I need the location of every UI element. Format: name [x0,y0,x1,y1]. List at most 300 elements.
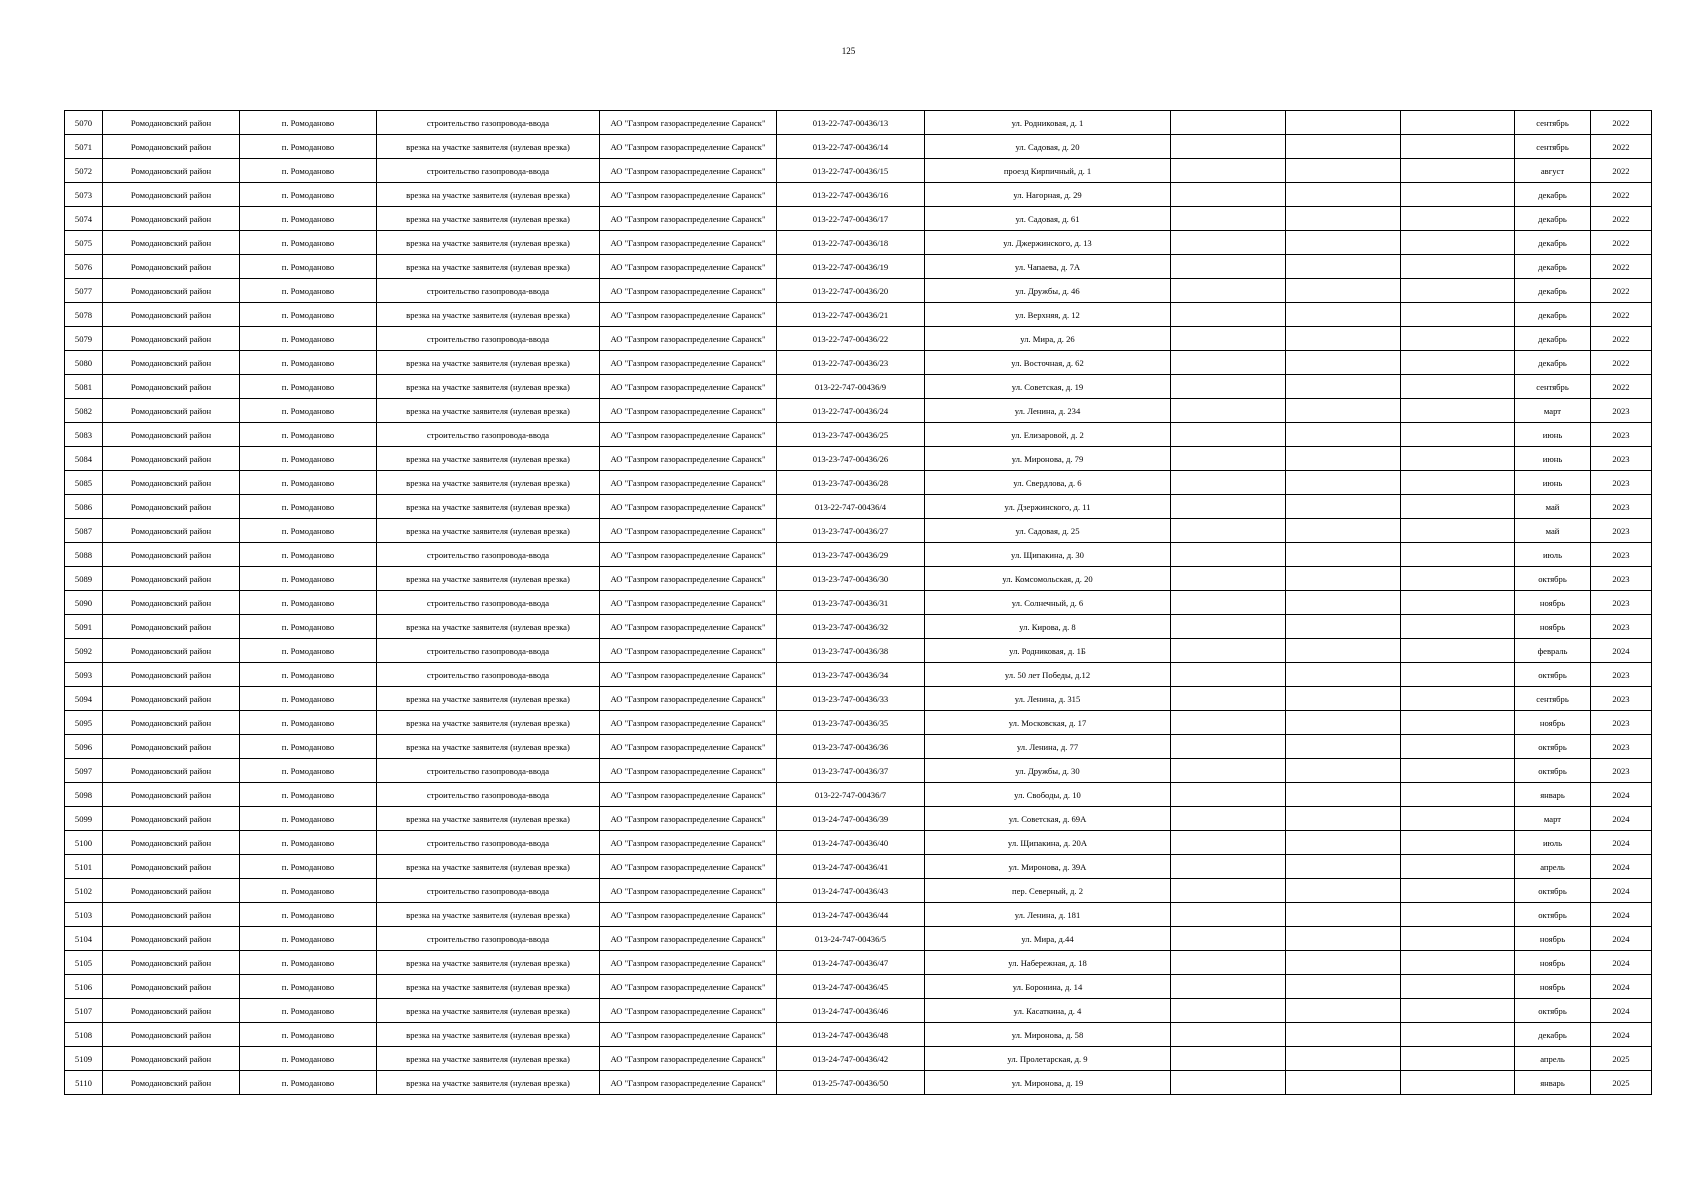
empty-cell-3 [1401,1047,1515,1071]
organization-cell: АО "Газпром газораспределение Саранск" [600,231,777,255]
year-cell: 2023 [1591,519,1652,543]
empty-cell-3 [1401,663,1515,687]
contract-number-cell: 013-24-747-00436/41 [777,855,925,879]
row-number-cell: 5072 [65,159,103,183]
contract-number-cell: 013-24-747-00436/40 [777,831,925,855]
district-cell: Ромодановский район [103,615,240,639]
contract-number-cell: 013-24-747-00436/39 [777,807,925,831]
empty-cell-3 [1401,111,1515,135]
empty-cell-2 [1286,951,1401,975]
empty-cell-2 [1286,303,1401,327]
year-cell: 2023 [1591,495,1652,519]
address-cell: ул. Садовая, д. 25 [925,519,1171,543]
year-cell: 2023 [1591,759,1652,783]
organization-cell: АО "Газпром газораспределение Саранск" [600,471,777,495]
empty-cell-2 [1286,447,1401,471]
table-row [65,279,1652,303]
year-cell: 2023 [1591,567,1652,591]
row-number-cell: 5091 [65,615,103,639]
organization-cell: АО "Газпром газораспределение Саранск" [600,927,777,951]
district-cell: Ромодановский район [103,951,240,975]
empty-cell-3 [1401,999,1515,1023]
contract-number-cell: 013-24-747-00436/5 [777,927,925,951]
row-number-cell: 5080 [65,351,103,375]
empty-cell-3 [1401,783,1515,807]
work-type-cell: врезка на участке заявителя (нулевая врезка) [377,231,600,255]
address-cell: ул. Щипакина, д. 20А [925,831,1171,855]
page-number: 125 [841,46,856,56]
empty-cell-1 [1171,111,1286,135]
empty-cell-1 [1171,663,1286,687]
row-number-cell: 5090 [65,591,103,615]
district-cell: Ромодановский район [103,999,240,1023]
district-cell: Ромодановский район [103,927,240,951]
year-cell: 2024 [1591,951,1652,975]
district-cell: Ромодановский район [103,423,240,447]
address-cell: ул. Ленина, д. 315 [925,687,1171,711]
empty-cell-1 [1171,543,1286,567]
month-cell: октябрь [1515,759,1591,783]
row-number-cell: 5099 [65,807,103,831]
empty-cell-1 [1171,1023,1286,1047]
address-cell: ул. Джержинского, д. 13 [925,231,1171,255]
organization-cell: АО "Газпром газораспределение Саранск" [600,375,777,399]
address-cell: ул. Нагорная, д. 29 [925,183,1171,207]
month-cell: май [1515,519,1591,543]
empty-cell-3 [1401,447,1515,471]
table-row [65,807,1652,831]
table-row [65,447,1652,471]
table-row [65,735,1652,759]
district-cell: Ромодановский район [103,735,240,759]
table-row [65,591,1652,615]
month-cell: март [1515,807,1591,831]
year-cell: 2022 [1591,375,1652,399]
contract-number-cell: 013-24-747-00436/44 [777,903,925,927]
contract-number-cell: 013-24-747-00436/48 [777,1023,925,1047]
row-number-cell: 5076 [65,255,103,279]
address-cell: ул. 50 лет Победы, д.12 [925,663,1171,687]
district-cell: Ромодановский район [103,159,240,183]
settlement-cell: п. Ромоданово [240,231,377,255]
month-cell: сентябрь [1515,687,1591,711]
row-number-cell: 5105 [65,951,103,975]
contract-number-cell: 013-23-747-00436/34 [777,663,925,687]
organization-cell: АО "Газпром газораспределение Саранск" [600,447,777,471]
empty-cell-2 [1286,735,1401,759]
row-number-cell: 5073 [65,183,103,207]
address-cell: ул. Родниковая, д. 1Б [925,639,1171,663]
work-type-cell: строительство газопровода-ввода [377,639,600,663]
work-type-cell: врезка на участке заявителя (нулевая врезка) [377,999,600,1023]
year-cell: 2022 [1591,135,1652,159]
settlement-cell: п. Ромоданово [240,1023,377,1047]
empty-cell-1 [1171,567,1286,591]
empty-cell-1 [1171,711,1286,735]
table-row [65,351,1652,375]
empty-cell-2 [1286,1047,1401,1071]
year-cell: 2023 [1591,447,1652,471]
work-type-cell: врезка на участке заявителя (нулевая врезка) [377,183,600,207]
empty-cell-3 [1401,159,1515,183]
month-cell: сентябрь [1515,111,1591,135]
empty-cell-2 [1286,687,1401,711]
empty-cell-1 [1171,255,1286,279]
table-row [65,159,1652,183]
year-cell: 2022 [1591,303,1652,327]
organization-cell: АО "Газпром газораспределение Саранск" [600,135,777,159]
organization-cell: АО "Газпром газораспределение Саранск" [600,663,777,687]
empty-cell-3 [1401,399,1515,423]
empty-cell-1 [1171,327,1286,351]
row-number-cell: 5078 [65,303,103,327]
year-cell: 2022 [1591,279,1652,303]
settlement-cell: п. Ромоданово [240,567,377,591]
row-number-cell: 5093 [65,663,103,687]
settlement-cell: п. Ромоданово [240,447,377,471]
month-cell: декабрь [1515,255,1591,279]
table-row [65,951,1652,975]
settlement-cell: п. Ромоданово [240,591,377,615]
month-cell: декабрь [1515,183,1591,207]
empty-cell-1 [1171,399,1286,423]
district-cell: Ромодановский район [103,831,240,855]
settlement-cell: п. Ромоданово [240,759,377,783]
table-row [65,687,1652,711]
month-cell: октябрь [1515,879,1591,903]
year-cell: 2023 [1591,591,1652,615]
district-cell: Ромодановский район [103,663,240,687]
table-row [65,711,1652,735]
work-type-cell: строительство газопровода-ввода [377,591,600,615]
address-cell: ул. Верхняя, д. 12 [925,303,1171,327]
empty-cell-3 [1401,567,1515,591]
empty-cell-1 [1171,951,1286,975]
address-cell: ул. Советская, д. 19 [925,375,1171,399]
empty-cell-1 [1171,783,1286,807]
settlement-cell: п. Ромоданово [240,807,377,831]
empty-cell-2 [1286,327,1401,351]
empty-cell-1 [1171,471,1286,495]
address-cell: ул. Боронина, д. 14 [925,975,1171,999]
settlement-cell: п. Ромоданово [240,927,377,951]
work-type-cell: врезка на участке заявителя (нулевая врезка) [377,711,600,735]
work-type-cell: врезка на участке заявителя (нулевая врезка) [377,807,600,831]
empty-cell-3 [1401,207,1515,231]
table-row [65,255,1652,279]
month-cell: декабрь [1515,327,1591,351]
table-row [65,759,1652,783]
work-type-cell: врезка на участке заявителя (нулевая врезка) [377,735,600,759]
empty-cell-2 [1286,255,1401,279]
organization-cell: АО "Газпром газораспределение Саранск" [600,759,777,783]
contract-number-cell: 013-23-747-00436/29 [777,543,925,567]
year-cell: 2024 [1591,639,1652,663]
table-row [65,327,1652,351]
contract-number-cell: 013-24-747-00436/47 [777,951,925,975]
district-cell: Ромодановский район [103,855,240,879]
contract-number-cell: 013-22-747-00436/20 [777,279,925,303]
empty-cell-1 [1171,159,1286,183]
district-cell: Ромодановский район [103,303,240,327]
table-row [65,543,1652,567]
year-cell: 2023 [1591,399,1652,423]
month-cell: ноябрь [1515,927,1591,951]
year-cell: 2022 [1591,231,1652,255]
district-cell: Ромодановский район [103,687,240,711]
table-row [65,375,1652,399]
row-number-cell: 5084 [65,447,103,471]
year-cell: 2022 [1591,159,1652,183]
address-cell: ул. Свободы, д. 10 [925,783,1171,807]
work-type-cell: строительство газопровода-ввода [377,159,600,183]
empty-cell-2 [1286,351,1401,375]
row-number-cell: 5075 [65,231,103,255]
district-cell: Ромодановский район [103,759,240,783]
organization-cell: АО "Газпром газораспределение Саранск" [600,399,777,423]
settlement-cell: п. Ромоданово [240,183,377,207]
work-type-cell: строительство газопровода-ввода [377,663,600,687]
organization-cell: АО "Газпром газораспределение Саранск" [600,735,777,759]
settlement-cell: п. Ромоданово [240,951,377,975]
empty-cell-3 [1401,135,1515,159]
district-cell: Ромодановский район [103,183,240,207]
empty-cell-2 [1286,1023,1401,1047]
row-number-cell: 5087 [65,519,103,543]
contract-number-cell: 013-24-747-00436/46 [777,999,925,1023]
table-row [65,975,1652,999]
empty-cell-1 [1171,183,1286,207]
table-row [65,111,1652,135]
empty-cell-2 [1286,399,1401,423]
empty-cell-3 [1401,375,1515,399]
month-cell: октябрь [1515,567,1591,591]
district-cell: Ромодановский район [103,639,240,663]
organization-cell: АО "Газпром газораспределение Саранск" [600,303,777,327]
address-cell: проезд Кирпичный, д. 1 [925,159,1171,183]
district-cell: Ромодановский район [103,375,240,399]
settlement-cell: п. Ромоданово [240,279,377,303]
empty-cell-1 [1171,855,1286,879]
settlement-cell: п. Ромоданово [240,471,377,495]
row-number-cell: 5094 [65,687,103,711]
organization-cell: АО "Газпром газораспределение Саранск" [600,1071,777,1095]
empty-cell-1 [1171,1071,1286,1095]
year-cell: 2023 [1591,687,1652,711]
year-cell: 2024 [1591,831,1652,855]
address-cell: ул. Мира, д.44 [925,927,1171,951]
empty-cell-2 [1286,927,1401,951]
address-cell: ул. Набережная, д. 18 [925,951,1171,975]
settlement-cell: п. Ромоданово [240,975,377,999]
contract-number-cell: 013-23-747-00436/33 [777,687,925,711]
row-number-cell: 5109 [65,1047,103,1071]
organization-cell: АО "Газпром газораспределение Саранск" [600,783,777,807]
month-cell: январь [1515,1071,1591,1095]
year-cell: 2022 [1591,183,1652,207]
empty-cell-2 [1286,1071,1401,1095]
district-cell: Ромодановский район [103,135,240,159]
year-cell: 2024 [1591,807,1652,831]
year-cell: 2024 [1591,1023,1652,1047]
month-cell: май [1515,495,1591,519]
organization-cell: АО "Газпром газораспределение Саранск" [600,519,777,543]
district-cell: Ромодановский район [103,255,240,279]
table-row [65,999,1652,1023]
empty-cell-3 [1401,255,1515,279]
work-type-cell: врезка на участке заявителя (нулевая врезка) [377,471,600,495]
year-cell: 2025 [1591,1047,1652,1071]
table-row [65,639,1652,663]
table-row [65,927,1652,951]
empty-cell-3 [1401,519,1515,543]
organization-cell: АО "Газпром газораспределение Саранск" [600,1023,777,1047]
settlement-cell: п. Ромоданово [240,159,377,183]
contract-number-cell: 013-25-747-00436/50 [777,1071,925,1095]
empty-cell-1 [1171,735,1286,759]
work-type-cell: врезка на участке заявителя (нулевая врезка) [377,375,600,399]
row-number-cell: 5082 [65,399,103,423]
address-cell: ул. Ленина, д. 77 [925,735,1171,759]
work-type-cell: врезка на участке заявителя (нулевая врезка) [377,951,600,975]
district-cell: Ромодановский район [103,231,240,255]
table-row [65,471,1652,495]
row-number-cell: 5103 [65,903,103,927]
empty-cell-3 [1401,279,1515,303]
empty-cell-3 [1401,951,1515,975]
district-cell: Ромодановский район [103,591,240,615]
district-cell: Ромодановский район [103,495,240,519]
empty-cell-3 [1401,423,1515,447]
empty-cell-2 [1286,471,1401,495]
row-number-cell: 5096 [65,735,103,759]
empty-cell-1 [1171,279,1286,303]
empty-cell-2 [1286,375,1401,399]
organization-cell: АО "Газпром газораспределение Саранск" [600,543,777,567]
address-cell: ул. Миронова, д. 19 [925,1071,1171,1095]
contract-number-cell: 013-23-747-00436/27 [777,519,925,543]
district-cell: Ромодановский район [103,567,240,591]
row-number-cell: 5088 [65,543,103,567]
row-number-cell: 5083 [65,423,103,447]
empty-cell-1 [1171,879,1286,903]
settlement-cell: п. Ромоданово [240,1047,377,1071]
contract-number-cell: 013-23-747-00436/30 [777,567,925,591]
organization-cell: АО "Газпром газораспределение Саранск" [600,183,777,207]
month-cell: март [1515,399,1591,423]
work-type-cell: врезка на участке заявителя (нулевая врезка) [377,1023,600,1047]
address-cell: ул. Родниковая, д. 1 [925,111,1171,135]
empty-cell-2 [1286,855,1401,879]
empty-cell-1 [1171,375,1286,399]
row-number-cell: 5104 [65,927,103,951]
district-cell: Ромодановский район [103,447,240,471]
empty-cell-2 [1286,663,1401,687]
district-cell: Ромодановский район [103,711,240,735]
district-cell: Ромодановский район [103,783,240,807]
table-row [65,183,1652,207]
empty-cell-1 [1171,687,1286,711]
contract-number-cell: 013-23-747-00436/26 [777,447,925,471]
table-row [65,1047,1652,1071]
work-type-cell: врезка на участке заявителя (нулевая врезка) [377,1071,600,1095]
empty-cell-1 [1171,927,1286,951]
year-cell: 2024 [1591,999,1652,1023]
work-type-cell: строительство газопровода-ввода [377,279,600,303]
table-row [65,399,1652,423]
month-cell: октябрь [1515,903,1591,927]
year-cell: 2022 [1591,207,1652,231]
settlement-cell: п. Ромоданово [240,831,377,855]
row-number-cell: 5086 [65,495,103,519]
organization-cell: АО "Газпром газораспределение Саранск" [600,711,777,735]
settlement-cell: п. Ромоданово [240,351,377,375]
year-cell: 2023 [1591,615,1652,639]
year-cell: 2022 [1591,111,1652,135]
row-number-cell: 5108 [65,1023,103,1047]
organization-cell: АО "Газпром газораспределение Саранск" [600,879,777,903]
year-cell: 2024 [1591,855,1652,879]
empty-cell-1 [1171,639,1286,663]
empty-cell-1 [1171,423,1286,447]
address-cell: ул. Дзержинского, д. 11 [925,495,1171,519]
empty-cell-2 [1286,135,1401,159]
address-cell: ул. Щипакина, д. 30 [925,543,1171,567]
work-type-cell: врезка на участке заявителя (нулевая врезка) [377,135,600,159]
empty-cell-1 [1171,759,1286,783]
empty-cell-2 [1286,159,1401,183]
organization-cell: АО "Газпром газораспределение Саранск" [600,951,777,975]
settlement-cell: п. Ромоданово [240,543,377,567]
organization-cell: АО "Газпром газораспределение Саранск" [600,279,777,303]
address-cell: ул. Миронова, д. 39А [925,855,1171,879]
empty-cell-1 [1171,519,1286,543]
address-cell: ул. Дружбы, д. 30 [925,759,1171,783]
month-cell: сентябрь [1515,135,1591,159]
empty-cell-1 [1171,351,1286,375]
row-number-cell: 5110 [65,1071,103,1095]
settlement-cell: п. Ромоданово [240,903,377,927]
district-cell: Ромодановский район [103,807,240,831]
contract-number-cell: 013-22-747-00436/22 [777,327,925,351]
empty-cell-2 [1286,279,1401,303]
organization-cell: АО "Газпром газораспределение Саранск" [600,1047,777,1071]
empty-cell-2 [1286,903,1401,927]
work-type-cell: строительство газопровода-ввода [377,327,600,351]
empty-cell-2 [1286,231,1401,255]
contract-number-cell: 013-23-747-00436/25 [777,423,925,447]
table-row [65,135,1652,159]
empty-cell-2 [1286,183,1401,207]
empty-cell-1 [1171,999,1286,1023]
settlement-cell: п. Ромоданово [240,783,377,807]
year-cell: 2024 [1591,975,1652,999]
row-number-cell: 5074 [65,207,103,231]
year-cell: 2022 [1591,351,1652,375]
empty-cell-3 [1401,831,1515,855]
contract-number-cell: 013-24-747-00436/45 [777,975,925,999]
district-cell: Ромодановский район [103,975,240,999]
work-type-cell: строительство газопровода-ввода [377,111,600,135]
contract-number-cell: 013-23-747-00436/37 [777,759,925,783]
settlement-cell: п. Ромоданово [240,1071,377,1095]
empty-cell-2 [1286,495,1401,519]
settlement-cell: п. Ромоданово [240,663,377,687]
work-type-cell: строительство газопровода-ввода [377,831,600,855]
empty-cell-1 [1171,903,1286,927]
settlement-cell: п. Ромоданово [240,879,377,903]
address-cell: ул. Кирова, д. 8 [925,615,1171,639]
